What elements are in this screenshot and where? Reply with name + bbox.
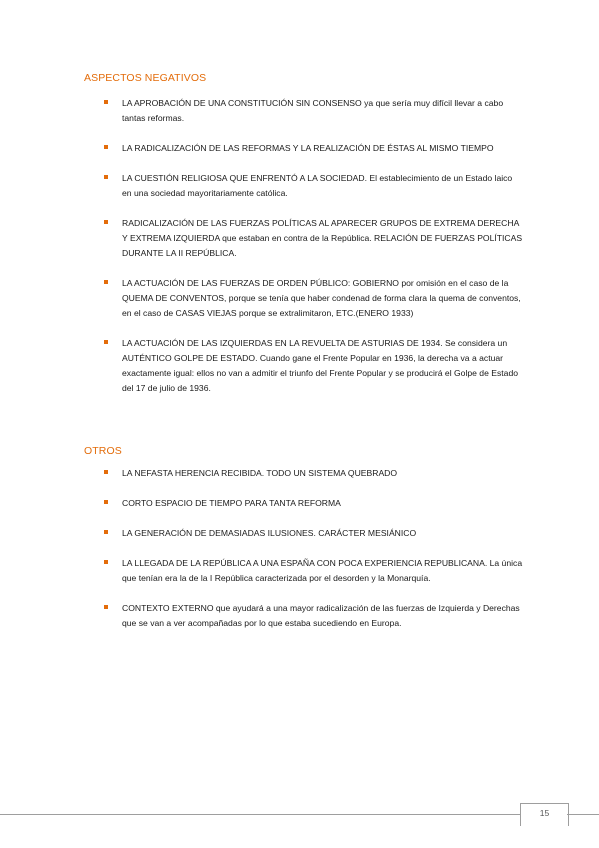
list-item — [104, 496, 524, 511]
footer-rule — [0, 814, 520, 815]
footer-rule-right — [567, 814, 599, 815]
list-item-text: LA NEFASTA HERENCIA RECIBIDA. TODO UN SISTEMA QUEBRADO — [122, 468, 398, 478]
list-item-text: LA LLEGADA DE LA REPÚBLICA A UNA ESPAÑA CON POCA EXPERIENCIA REPUBLICANA. La única que tenían era la de la I República caracterizada por el desorden y la Monarquía. — [122, 558, 523, 583]
list-item-text: LA ACTUACIÓN DE LAS FUERZAS DE ORDEN PÚBLICO: GOBIERNO por omisión en el caso de la QUEMA DE CONVENTOS, porque se tenía que haber condenad de forma clara la quema de conventos, en el caso de CASAS VIEJAS porque se extralimitaron, ETC.(ENERO 1933) — [122, 278, 521, 318]
list-item — [104, 601, 524, 631]
page-number-box — [520, 803, 569, 826]
list-item — [104, 336, 524, 396]
page-number: 15 — [539, 808, 550, 818]
list-item — [104, 556, 524, 586]
list-aspectos-negativos — [104, 96, 524, 411]
square-bullet-icon — [104, 340, 108, 344]
list-item — [104, 466, 524, 481]
square-bullet-icon — [104, 145, 108, 149]
list-item-text: LA GENERACIÓN DE DEMASIADAS ILUSIONES. CARÁCTER MESIÁNICO — [122, 528, 417, 538]
square-bullet-icon — [104, 500, 108, 504]
list-item-text: RADICALIZACIÓN DE LAS FUERZAS POLÍTICAS AL APARECER GRUPOS DE EXTREMA DERECHA Y EXTREMA IZQUIERDA que estaban en contra de la República. RELACIÓN DE FUERZAS POLÍTICAS DURANTE LA II REPÚBLICA. — [122, 218, 523, 258]
list-item — [104, 526, 524, 541]
list-item-text: CORTO ESPACIO DE TIEMPO PARA TANTA REFORMA — [122, 498, 341, 508]
list-item — [104, 216, 524, 261]
list-otros — [104, 466, 524, 646]
section-heading-otros: OTROS — [84, 445, 122, 457]
list-item-text: LA RADICALIZACIÓN DE LAS REFORMAS Y LA REALIZACIÓN DE ÉSTAS AL MISMO TIEMPO — [122, 143, 494, 153]
square-bullet-icon — [104, 605, 108, 609]
list-item-text: CONTEXTO EXTERNO que ayudará a una mayor radicalización de las fuerzas de Izquierda y Derechas que se van a ver acompañadas por lo que estaba sucediendo en Europa. — [122, 603, 520, 628]
list-item-text: LA ACTUACIÓN DE LAS IZQUIERDAS EN LA REVUELTA DE ASTURIAS DE 1934. Se considera un AUTÉNTICO GOLPE DE ESTADO. Cuando gane el Frente Popular en 1936, la derecha va a actuar exactamente igual: ellos no van a admitir el triunfo del Frente Popular y se producirá el Golpe de Estado del 17 de julio de 1936. — [122, 338, 519, 393]
square-bullet-icon — [104, 220, 108, 224]
list-item-text: LA APROBACIÓN DE UNA CONSTITUCIÓN SIN CONSENSO ya que sería muy difícil llevar a cabo tantas reformas. — [122, 98, 504, 123]
square-bullet-icon — [104, 280, 108, 284]
square-bullet-icon — [104, 560, 108, 564]
square-bullet-icon — [104, 175, 108, 179]
list-item — [104, 141, 524, 156]
square-bullet-icon — [104, 470, 108, 474]
square-bullet-icon — [104, 530, 108, 534]
section-heading-aspectos-negativos: ASPECTOS NEGATIVOS — [84, 72, 207, 84]
list-item — [104, 171, 524, 201]
square-bullet-icon — [104, 100, 108, 104]
list-item — [104, 276, 524, 321]
list-item-text: LA CUESTIÓN RELIGIOSA QUE ENFRENTÓ A LA SOCIEDAD. El establecimiento de un Estado laico en una sociedad mayoritariamente católica. — [122, 173, 513, 198]
list-item — [104, 96, 524, 126]
